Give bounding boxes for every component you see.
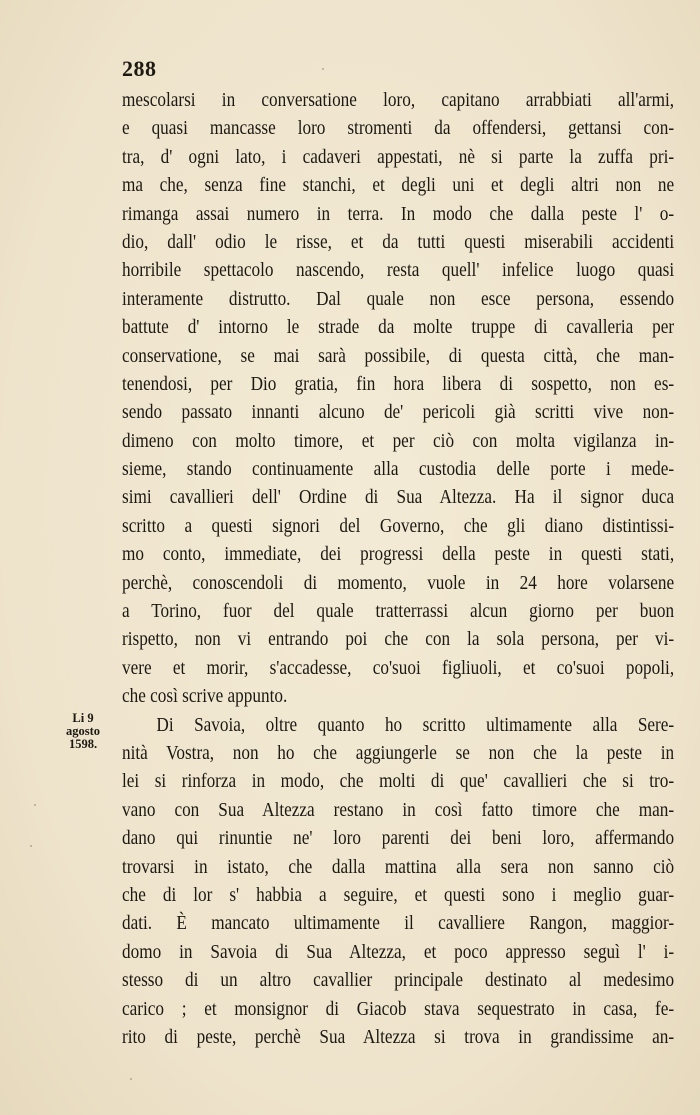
paper-speck (30, 845, 32, 847)
margin-note-day: Li 9 (72, 711, 94, 725)
text-line: interamente distrutto. Dal quale non esce persona, essendo (122, 287, 675, 310)
text-line: tenendosi, per Dio gratia, fin hora libera di sospetto, non es- (122, 372, 675, 395)
text-line: mo conto, immediate, dei progressi della peste in questi stati, (122, 543, 675, 566)
text-line: sieme, stando continuamente alla custodia delle porte i mede- (122, 458, 675, 481)
text-line: a Torino, fuor del quale tratterrassi alcun giorno per buon (122, 600, 675, 623)
text-line: dati. È mancato ultimamente il cavalliere Rangon, maggior- (122, 912, 675, 935)
paper-speck (34, 804, 36, 806)
paragraph-end-line: che così scrive appunto. (122, 685, 288, 708)
paper-speck (130, 1078, 132, 1080)
text-line: dimeno con molto timore, et per ciò con molta vigilanza in- (122, 429, 675, 452)
text-line: domo in Savoia di Sua Altezza, et poco appresso seguì l' i- (122, 940, 675, 963)
text-line: vano con Sua Altezza restano in così fatto timore che man- (122, 798, 675, 821)
text-line: mescolarsi in conversatione loro, capitano arrabbiati all'armi, (122, 89, 675, 111)
text-line: scritto a questi signori del Governo, che gli diano distintissi- (122, 514, 675, 537)
text-line: stesso di un altro cavallier principale destinato al medesimo (122, 969, 675, 992)
body-text (122, 86, 674, 1051)
text-line: simi cavallieri dell' Ordine di Sua Altezza. Ha il signor duca (122, 486, 675, 509)
text-line: e quasi mancasse loro stromenti da offendersi, gettansi con- (122, 117, 675, 140)
text-line: horribile spettacolo nascendo, resta quell' infelice luogo quasi (122, 259, 675, 282)
text-line: rito di peste, perchè Sua Altezza si trova in grandissime an- (122, 1025, 675, 1048)
text-line: ma che, senza fine stanchi, et degli uni et degli altri non ne (122, 174, 675, 197)
margin-date-note (58, 712, 108, 751)
margin-note-year: 1598. (68, 737, 98, 751)
text-line: sendo passato innanti alcuno de' pericoli già scritti vive non- (122, 401, 675, 424)
text-line: dano qui rinuntie ne' loro parenti dei beni loro, affermando (122, 827, 675, 850)
page-number: 288 (122, 56, 157, 81)
text-line: perchè, conoscendoli di momento, vuole in 24 hore volarsene (122, 571, 675, 594)
paragraph-start-line: Di Savoia, oltre quanto ho scritto ultimamente alla Sere- (156, 713, 675, 736)
text-line: battute d' intorno le strade da molte truppe di cavalleria per (122, 316, 675, 339)
text-line: carico ; et monsignor di Giacob stava sequestrato in casa, fe- (122, 997, 675, 1020)
text-line: dio, dall' odio le risse, et da tutti questi miserabili accidenti (122, 230, 675, 253)
text-line: trovarsi in istato, che dalla mattina alla sera non sanno ciò (122, 855, 675, 878)
paper-speck (322, 68, 324, 70)
text-line: conservatione, se mai sarà possibile, di questa città, che man- (122, 344, 675, 367)
text-line: nità Vostra, non ho che aggiungerle se non che la peste in (122, 741, 675, 764)
text-line: rimanga assai numero in terra. In modo che dalla peste l' o- (122, 202, 675, 225)
text-line: tra, d' ogni lato, i cadaveri appestati, nè si parte la zuffa pri- (122, 145, 675, 168)
text-line: che di lor s' habbia a seguire, et questi sono i meglio guar- (122, 883, 675, 906)
text-line: vere et morir, s'accadesse, co'suoi figliuoli, et co'suoi popoli, (122, 656, 675, 679)
text-line: lei si rinforza in modo, che molti di que' cavallieri che si tro- (122, 770, 675, 793)
margin-note-month: agosto (65, 724, 101, 738)
text-line: rispetto, non vi entrando poi che con la sola persona, per vi- (122, 628, 675, 651)
